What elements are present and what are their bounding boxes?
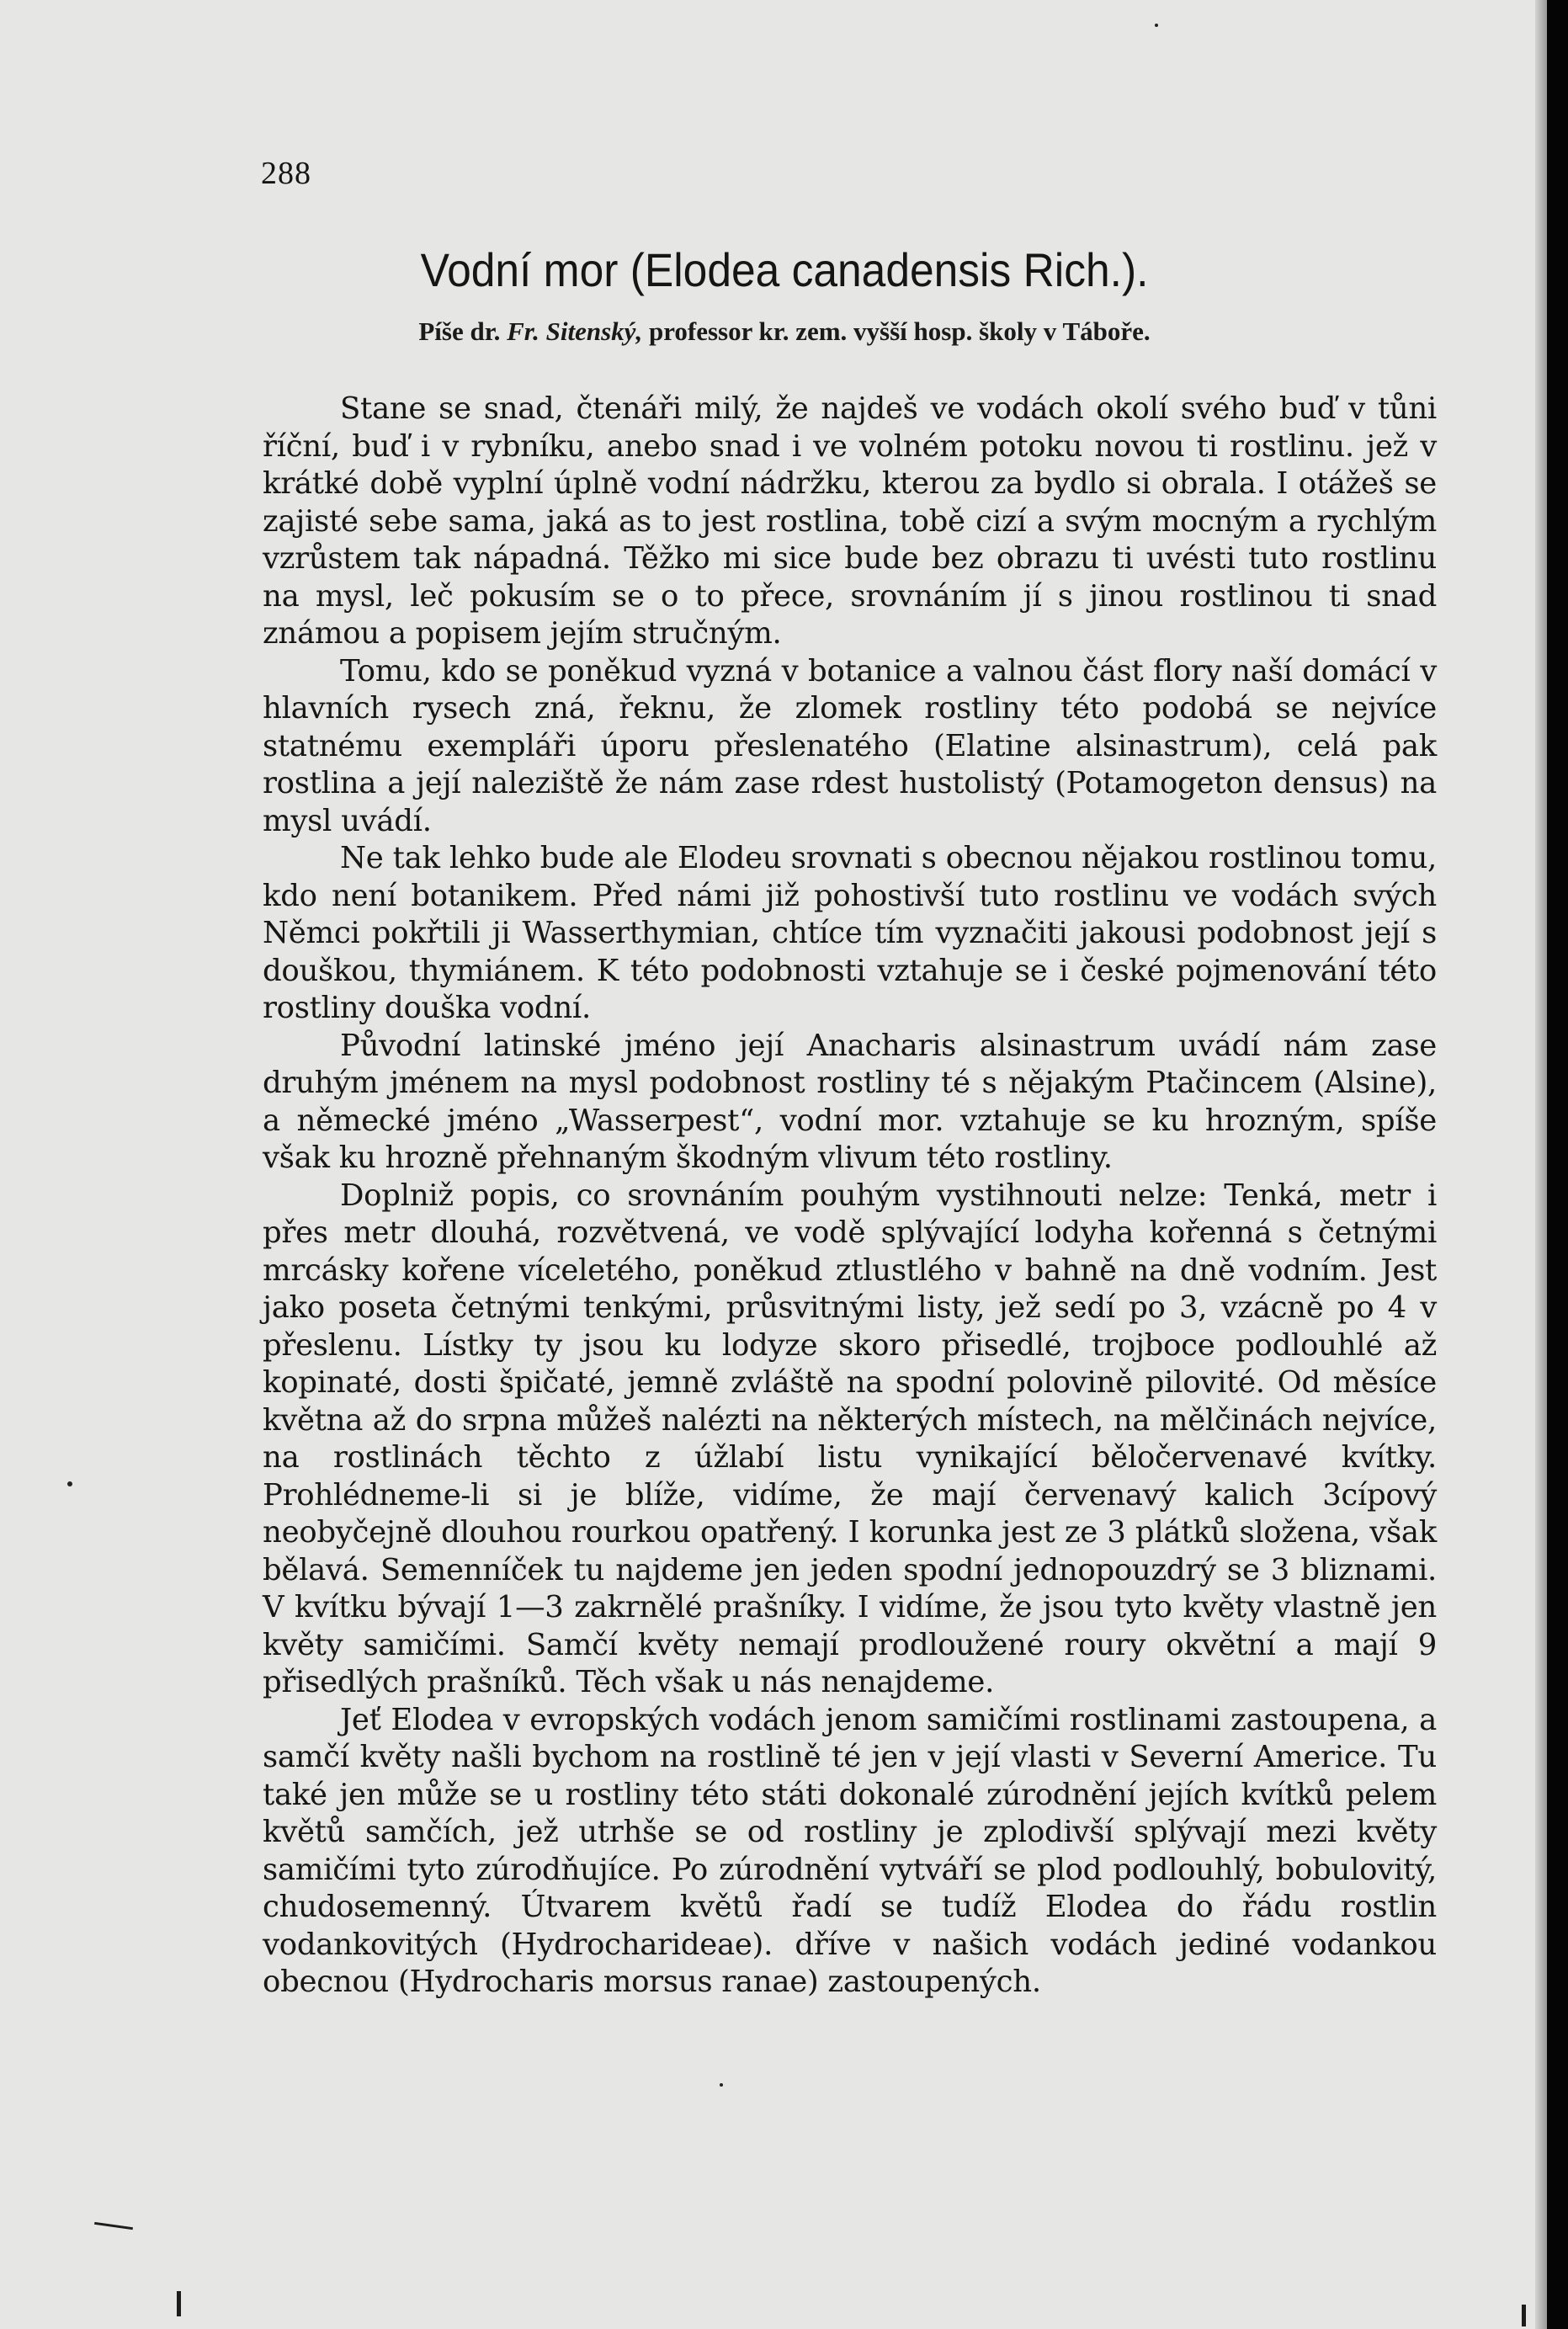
byline-suffix: professor kr. zem. vyšší hosp. školy v Táboře. [648,316,1151,346]
paragraph: Doplniž popis, co srovnáním pouhým vystihnouti nelze: Tenká, metr i přes metr dlouhá, rozvětvená, ve vodě splývající lodyha kořenná s četnými mrcásky kořene víceletého, poněkud ztlustlého v bahně na dně vodním. Jest jako poseta četnými tenkými, průsvitnými listy, jež sedí po 3, vzácně po 4 v přeslenu. Lístky ty jsou ku lodyze skoro přisedlé, trojboce podlouhlé až kopinaté, dosti špičaté, jemně zvláště na spodní polovině pilovité. Od měsíce května až do srpna můžeš nalézti na některých místech, na mělčinách nejvíce, na rostlinách těchto z úžlabí listu vynikající běločervenavé kvítky. Prohlédneme-li si je blíže, vidíme, že mají červenavý kalich 3cípový neobyčejně dlouhou rourkou opatřený. I korunka jest ze 3 plátků složena, však bělavá. Semenníček tu najdeme jen jeden spodní jednopouzdrý se 3 bliznami. V kvítku bývají 1—3 zakrnělé prašníky. I vidíme, že jsou tyto květy vlastně jen květy samičími. Samčí květy nemají prodloužené roury okvětní a mají 9 přisedlých prašníků. Těch však u nás nenajdeme. [263,1178,1437,1699]
page-number: 288 [261,156,311,191]
paragraph: Ne tak lehko bude ale Elodeu srovnati s obecnou nějakou rostlinou tomu, kdo není botanikem. Před námi již pohostivší tuto rostlinu ve vodách svých Němci pokřtili ji Wasserthymian, chtíce tím vyznačiti jakousi podobnost její s douškou, thymiánem. K této podobnosti vztahuje se i české pojmenování této rostliny douška vodní. [263,841,1437,1025]
byline [0,316,1547,347]
scan-speck [67,1481,72,1486]
paragraph: Původní latinské jméno její Anacharis alsinastrum uvádí nám zase druhým jménem na mysl podobnost rostliny té s nějakým Ptačincem (Alsine), a německé jméno „Wasserpest“, vodní mor. vztahuje se ku hrozným, spíše však ku hrozně přehnaným škodným vlivum této rostliny. [263,1028,1437,1175]
scan-speck [1155,24,1158,27]
paragraph: Jeť Elodea v evropských vodách jenom samičími rostlinami zastoupena, a samčí květy našli bychom na rostlině té jen v její vlasti v Severní Americe. Tu také jen může se u rostliny této státi dokonalé zúrodnění jejích kvítků pelem květů samčích, jež utrhše se od rostliny je zplodivší splývají mezi květy samičími tyto zúrodňujíce. Po zúrodnění vytváří se plod podlouhlý, bobulovitý, chudosemenný. Útvarem květů řadí se tudíž Elodea do řádu rostlin vodankovitých (Hydrocharideae). dříve v našich vodách jediné vodankou obecnou (Hydrocharis morsus ranae) zastoupených. [263,1702,1437,1999]
article-body [263,391,1437,2002]
scan-scratch [177,2291,181,2316]
byline-prefix: Píše dr. [418,316,501,346]
author-name: Fr. Sitenský, [507,316,643,346]
scan-scratch [1522,2305,1526,2326]
scan-speck [720,2083,723,2087]
scan-scratch [94,2222,133,2230]
article-title: Vodní mor (Elodea canadensis Rich.). [420,243,1149,296]
paragraph: Stane se snad, čtenáři milý, že najdeš ve vodách okolí svého buď v tůni říční, buď i v rybníku, anebo snad i ve volném potoku novou ti rostlinu. jež v krátké době vyplní úplně vodní nádržku, kterou za bydlo si obrala. I otážeš se zajisté sebe sama, jaká as to jest rostlina, tobě cizí a svým mocným a rychlým vzrůstem tak nápadná. Těžko mi sice bude bez obrazu ti uvésti tuto rostlinu na mysl, leč pokusím se o to přece, srovnáním jí s jinou rostlinou ti snad známou a popisem jejím stručným. [263,391,1437,651]
paragraph: Tomu, kdo se poněkud vyzná v botanice a valnou část flory naší domácí v hlavních rysech zná, řeknu, že zlomek rostliny této podobá se nejvíce statnému exempláři úporu přeslenatého (Elatine alsinastrum), celá pak rostlina a její naleziště že nám zase rdest hustolistý (Potamogeton densus) na mysl uvádí. [263,653,1437,838]
page-edge-shadow [1535,0,1547,2329]
